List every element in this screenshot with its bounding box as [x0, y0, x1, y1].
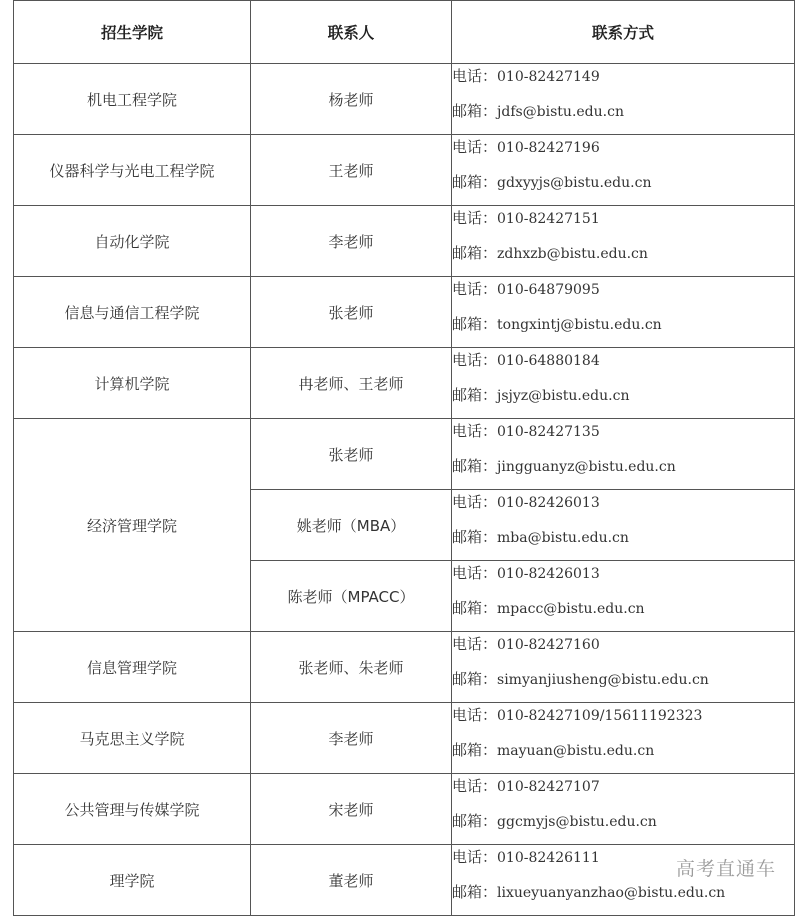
phone-value: 010-82427109/15611192323	[497, 708, 703, 724]
email-value[interactable]: lixueyuanyanzhao@bistu.edu.cn	[497, 885, 726, 901]
phone-label: 电话：	[452, 848, 498, 866]
phone-label: 电话：	[452, 706, 498, 724]
contact-person: 姚老师（MBA）	[251, 490, 452, 561]
contact-info	[452, 419, 795, 490]
college-name: 计算机学院	[14, 348, 251, 419]
contact-person: 宋老师	[251, 774, 452, 845]
email-value[interactable]: jingguanyz@bistu.edu.cn	[497, 459, 676, 475]
email-label: 邮箱：	[452, 741, 498, 759]
contact-info	[452, 348, 795, 419]
email-label: 邮箱：	[452, 457, 498, 475]
email-label: 邮箱：	[452, 102, 498, 120]
table-row	[14, 703, 795, 774]
email-label: 邮箱：	[452, 528, 498, 546]
phone-value: 010-82427107	[497, 779, 600, 795]
email-value[interactable]: jsjyz@bistu.edu.cn	[497, 388, 630, 404]
phone-value: 010-64879095	[497, 282, 600, 298]
table-row	[14, 348, 795, 419]
college-name: 自动化学院	[14, 206, 251, 277]
email-value[interactable]: zdhxzb@bistu.edu.cn	[497, 246, 648, 262]
email-label: 邮箱：	[452, 670, 498, 688]
header-college: 招生学院	[14, 1, 251, 64]
table-header-row	[14, 1, 795, 64]
phone-label: 电话：	[452, 422, 498, 440]
college-name: 理学院	[14, 845, 251, 916]
contact-person: 杨老师	[251, 64, 452, 135]
email-value[interactable]: gdxyyjs@bistu.edu.cn	[497, 175, 652, 191]
email-label: 邮箱：	[452, 315, 498, 333]
table-row	[14, 277, 795, 348]
table-row	[14, 206, 795, 277]
email-label: 邮箱：	[452, 173, 498, 191]
header-contact-info: 联系方式	[452, 1, 795, 64]
email-value[interactable]: tongxintj@bistu.edu.cn	[497, 317, 662, 333]
phone-value: 010-82427149	[497, 69, 600, 85]
contact-info	[452, 774, 795, 845]
phone-value: 010-82427135	[497, 424, 600, 440]
contact-info	[452, 206, 795, 277]
college-name: 信息管理学院	[14, 632, 251, 703]
table-row	[14, 419, 795, 490]
email-label: 邮箱：	[452, 599, 498, 617]
contact-person: 李老师	[251, 206, 452, 277]
email-label: 邮箱：	[452, 244, 498, 262]
email-value[interactable]: mayuan@bistu.edu.cn	[497, 743, 655, 759]
contact-person: 李老师	[251, 703, 452, 774]
contact-person: 王老师	[251, 135, 452, 206]
contact-person: 张老师	[251, 419, 452, 490]
phone-label: 电话：	[452, 777, 498, 795]
phone-value: 010-82427160	[497, 637, 600, 653]
contact-info	[452, 703, 795, 774]
email-value[interactable]: mba@bistu.edu.cn	[497, 530, 629, 546]
phone-label: 电话：	[452, 635, 498, 653]
phone-label: 电话：	[452, 280, 498, 298]
email-label: 邮箱：	[452, 812, 498, 830]
phone-value: 010-82427151	[497, 211, 600, 227]
phone-value: 010-82427196	[497, 140, 600, 156]
watermark: 高考直通车	[675, 858, 776, 880]
college-name: 机电工程学院	[14, 64, 251, 135]
email-value[interactable]: jdfs@bistu.edu.cn	[497, 104, 624, 120]
email-value[interactable]: mpacc@bistu.edu.cn	[497, 601, 645, 617]
email-value[interactable]: simyanjiusheng@bistu.edu.cn	[497, 672, 709, 688]
header-contact-person: 联系人	[251, 1, 452, 64]
phone-label: 电话：	[452, 564, 498, 582]
email-label: 邮箱：	[452, 386, 498, 404]
table-row	[14, 135, 795, 206]
contact-info	[452, 64, 795, 135]
contact-info	[452, 490, 795, 561]
college-name: 马克思主义学院	[14, 703, 251, 774]
contact-info	[452, 561, 795, 632]
email-label: 邮箱：	[452, 883, 498, 901]
email-value[interactable]: ggcmyjs@bistu.edu.cn	[497, 814, 657, 830]
phone-value: 010-82426111	[497, 850, 600, 866]
contact-person: 张老师、朱老师	[251, 632, 452, 703]
contact-person: 陈老师（MPACC）	[251, 561, 452, 632]
contact-person: 张老师	[251, 277, 452, 348]
college-name: 公共管理与传媒学院	[14, 774, 251, 845]
contact-info	[452, 277, 795, 348]
contact-table	[13, 0, 795, 916]
phone-value: 010-82426013	[497, 566, 600, 582]
phone-label: 电话：	[452, 351, 498, 369]
phone-label: 电话：	[452, 493, 498, 511]
contact-info	[452, 632, 795, 703]
contact-person: 董老师	[251, 845, 452, 916]
table-row	[14, 632, 795, 703]
college-name: 经济管理学院	[14, 419, 251, 632]
phone-label: 电话：	[452, 138, 498, 156]
college-name: 信息与通信工程学院	[14, 277, 251, 348]
college-name: 仪器科学与光电工程学院	[14, 135, 251, 206]
contact-info	[452, 135, 795, 206]
contact-person: 冉老师、王老师	[251, 348, 452, 419]
phone-label: 电话：	[452, 209, 498, 227]
phone-value: 010-82426013	[497, 495, 600, 511]
phone-label: 电话：	[452, 67, 498, 85]
table-row	[14, 64, 795, 135]
phone-value: 010-64880184	[497, 353, 600, 369]
table-row	[14, 774, 795, 845]
